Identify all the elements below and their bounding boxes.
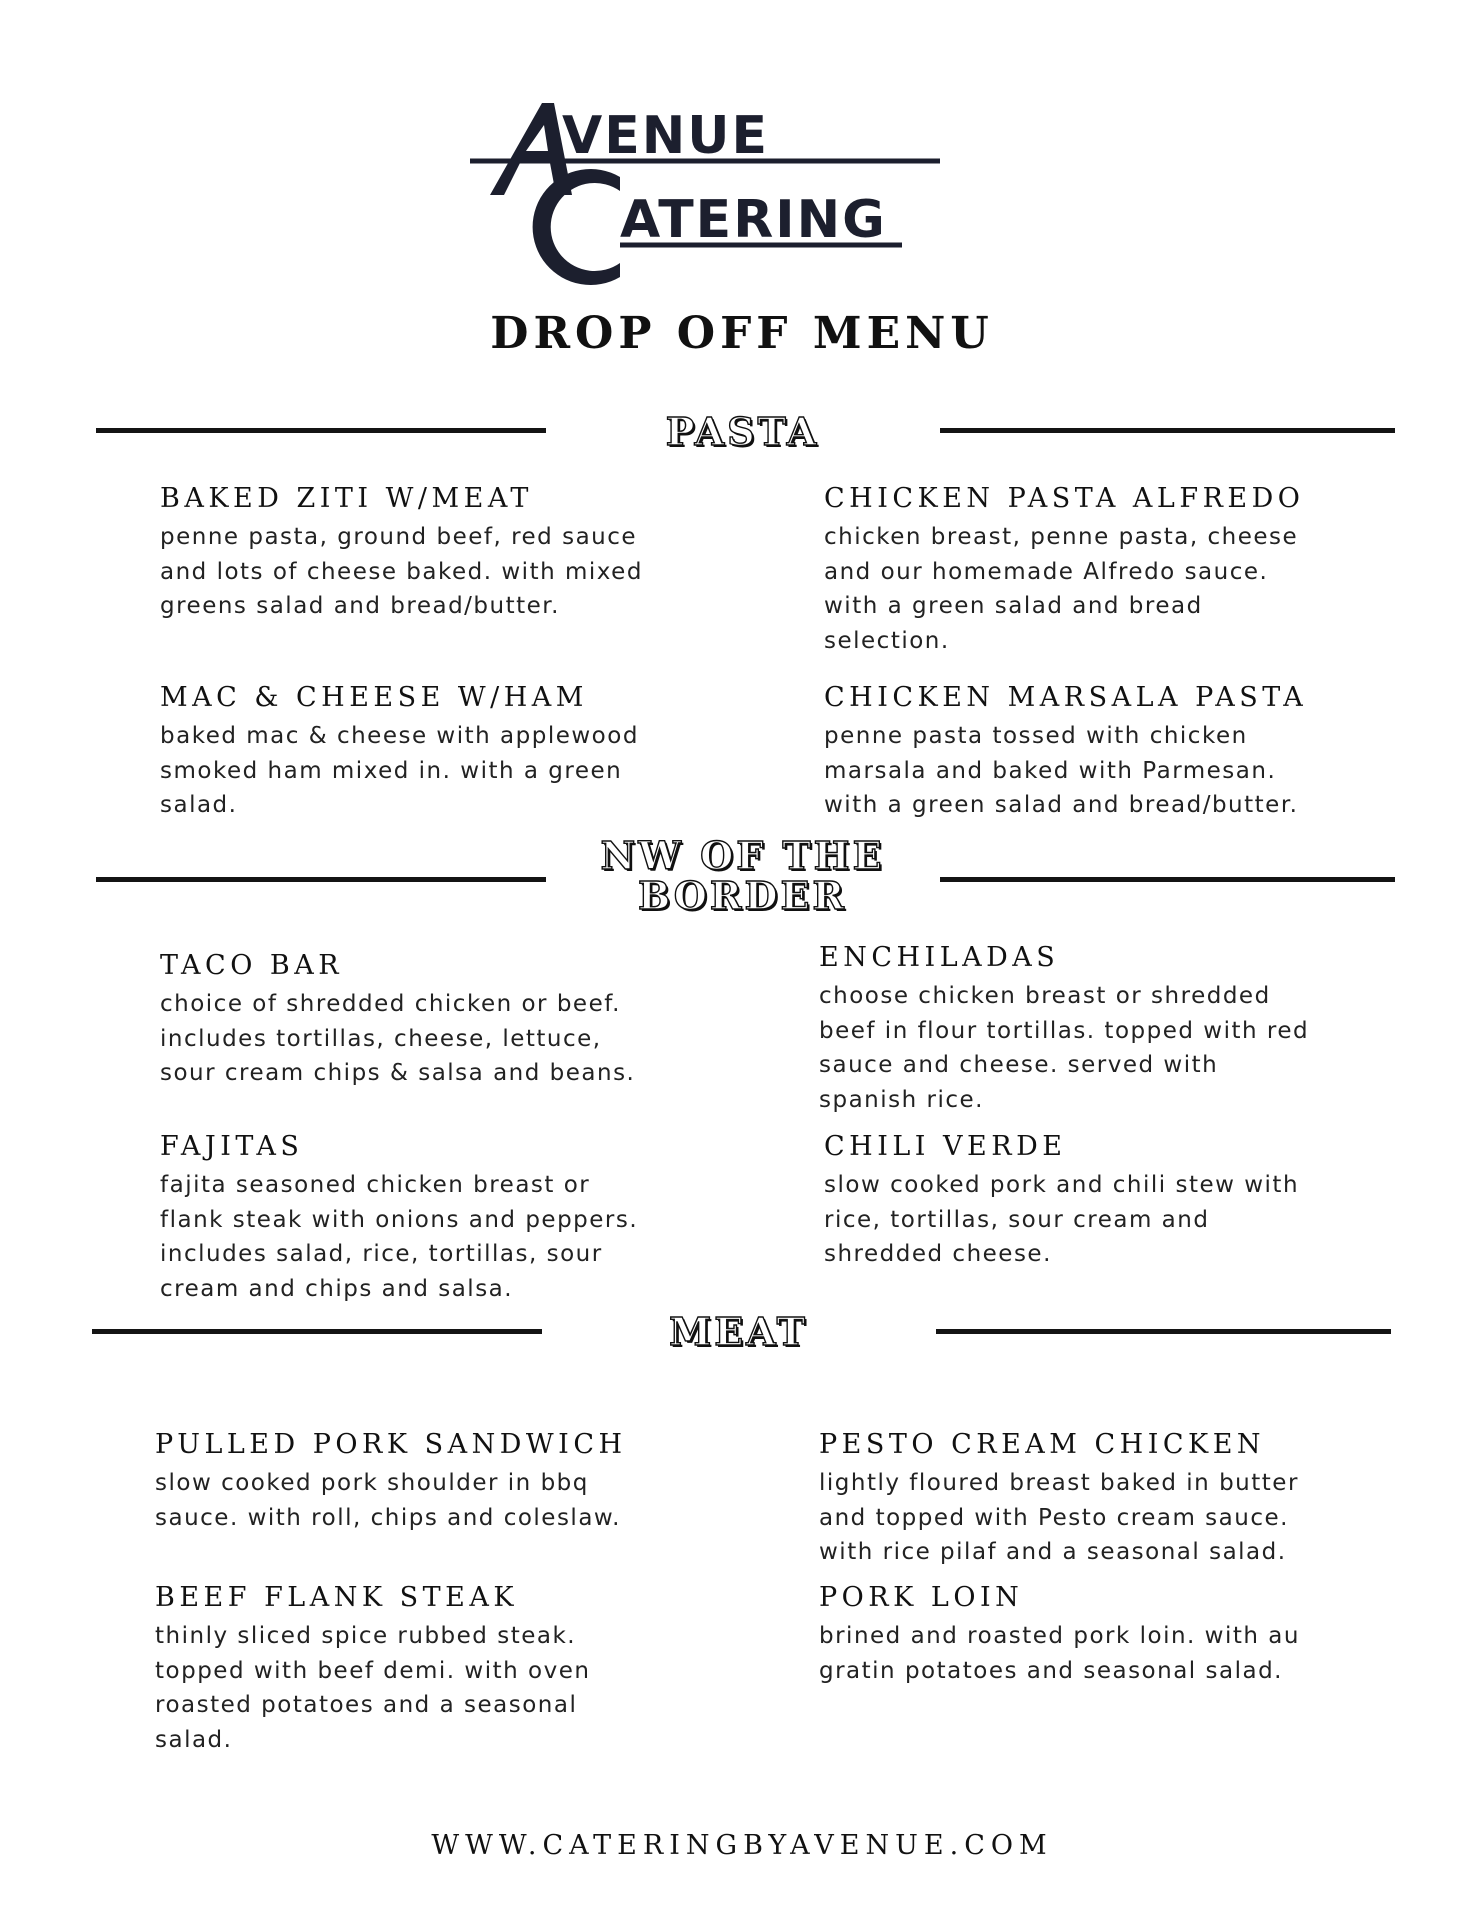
menu-item bbox=[824, 482, 1344, 658]
menu-item bbox=[160, 482, 680, 624]
item-name: PESTO CREAM CHICKEN bbox=[819, 1429, 1266, 1460]
menu-item bbox=[160, 681, 680, 823]
menu-item bbox=[819, 941, 1339, 1117]
page-title: DROP OFF MENU bbox=[490, 308, 994, 359]
menu-item bbox=[160, 1130, 680, 1306]
menu-item bbox=[819, 1428, 1339, 1570]
item-name: BEEF FLANK STEAK bbox=[155, 1582, 519, 1613]
item-name: CHILI VERDE bbox=[824, 1131, 1067, 1162]
section-rule-right bbox=[936, 1329, 1391, 1334]
section-title-nw-of-the-border bbox=[560, 833, 925, 918]
section-rule-right bbox=[940, 428, 1395, 433]
item-name: FAJITAS bbox=[160, 1131, 304, 1162]
item-name: ENCHILADAS bbox=[819, 942, 1060, 973]
item-description: brined and roasted pork loin. with au gratin potatoes and seasonal salad. bbox=[819, 1623, 1300, 1684]
menu-item bbox=[819, 1581, 1339, 1688]
section-rule-left bbox=[92, 1329, 542, 1334]
section-title-meat: MEAT bbox=[669, 1309, 808, 1354]
item-description: lightly floured breast baked in butter and topped with Pesto cream sauce. with rice pilaf and a seasonal salad. bbox=[819, 1470, 1299, 1565]
item-name: CHICKEN MARSALA PASTA bbox=[824, 682, 1308, 713]
item-description: choose chicken breast or shredded beef in flour tortillas. topped with red sauce and cheese. served with spanish rice. bbox=[819, 983, 1310, 1113]
section-rule-left bbox=[96, 877, 546, 882]
section-title-pasta: PASTA bbox=[665, 409, 820, 454]
item-name: PORK LOIN bbox=[819, 1582, 1024, 1613]
svg-text:ATERING: ATERING bbox=[620, 190, 887, 250]
svg-text:VENUE: VENUE bbox=[562, 106, 770, 166]
section-title-line: NW OF THE bbox=[600, 833, 885, 878]
menu-item bbox=[824, 1130, 1344, 1272]
section-rule-left bbox=[96, 428, 546, 433]
avenue-catering-logo bbox=[470, 95, 960, 285]
item-name: MAC & CHEESE W/HAM bbox=[160, 682, 588, 713]
section-title-line: BORDER bbox=[637, 873, 847, 918]
item-description: penne pasta, ground beef, red sauce and lots of cheese baked. with mixed greens salad and bread/butter. bbox=[160, 524, 643, 619]
menu-item bbox=[824, 681, 1344, 823]
item-name: BAKED ZITI W/MEAT bbox=[160, 483, 533, 514]
item-name: PULLED PORK SANDWICH bbox=[155, 1429, 627, 1460]
item-description: chicken breast, penne pasta, cheese and our homemade Alfredo sauce. with a green salad and bread selection. bbox=[824, 524, 1299, 654]
item-name: TACO BAR bbox=[160, 950, 344, 981]
item-description: fajita seasoned chicken breast or flank steak with onions and peppers. includes salad, rice, tortillas, sour cream and chips and salsa. bbox=[160, 1172, 639, 1302]
item-description: choice of shredded chicken or beef. includes tortillas, cheese, lettuce, sour cream chips & salsa and beans. bbox=[160, 991, 636, 1086]
item-description: penne pasta tossed with chicken marsala and baked with Parmesan. with a green salad and bread/butter. bbox=[824, 723, 1299, 818]
item-description: thinly sliced spice rubbed steak. topped with beef demi. with oven roasted potatoes and a seasonal salad. bbox=[155, 1623, 591, 1753]
section-rule-right bbox=[940, 877, 1395, 882]
item-name: CHICKEN PASTA ALFREDO bbox=[824, 483, 1305, 514]
item-description: slow cooked pork and chili stew with rice, tortillas, sour cream and shredded cheese. bbox=[824, 1172, 1300, 1267]
menu-item bbox=[155, 1428, 675, 1535]
item-description: baked mac & cheese with applewood smoked ham mixed in. with a green salad. bbox=[160, 723, 639, 818]
website-link[interactable]: WWW.CATERINGBYAVENUE.COM bbox=[431, 1830, 1053, 1861]
menu-item bbox=[160, 949, 680, 1091]
item-description: slow cooked pork shoulder in bbq sauce. with roll, chips and coleslaw. bbox=[155, 1470, 621, 1531]
menu-item bbox=[155, 1581, 675, 1757]
